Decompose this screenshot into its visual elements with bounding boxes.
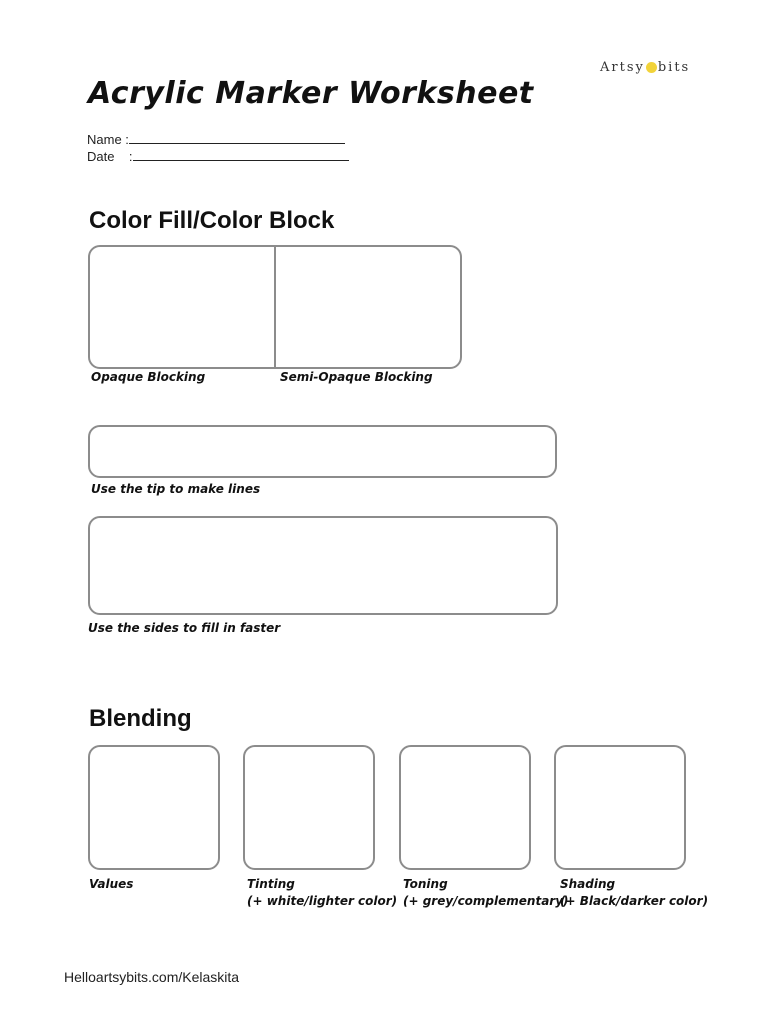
blending-heading: Blending: [89, 705, 192, 732]
tinting-label-title: Tinting: [247, 877, 295, 891]
shading-label-title: Shading: [560, 877, 616, 891]
tip-lines-label: Use the tip to make lines: [91, 482, 261, 496]
toning-label: [403, 876, 569, 910]
color-block-divider: [274, 246, 276, 368]
fill-practice-box: [88, 516, 558, 615]
tinting-label-note: (+ white/lighter color): [247, 894, 398, 908]
color-fill-heading: Color Fill/Color Block: [89, 207, 335, 234]
tinting-box: [243, 745, 375, 870]
date-line: [133, 148, 349, 161]
lines-practice-box: [88, 425, 557, 478]
date-field: [87, 148, 349, 164]
shading-label-note: (+ Black/darker color): [560, 894, 709, 908]
sides-fill-label: Use the sides to fill in faster: [88, 621, 281, 635]
brand-logo-dot-icon: [646, 62, 657, 73]
semi-opaque-blocking-label: Semi-Opaque Blocking: [280, 370, 433, 384]
values-box: [88, 745, 220, 870]
shading-box: [554, 745, 686, 870]
values-label: [89, 876, 133, 893]
tinting-label: [247, 876, 397, 910]
brand-logo-left: Artsy: [600, 60, 645, 75]
date-label: Date :: [87, 149, 133, 164]
name-field: [87, 131, 345, 147]
shading-label: [560, 876, 708, 910]
brand-logo-right: bits: [657, 60, 691, 75]
toning-box: [399, 745, 531, 870]
opaque-blocking-label: Opaque Blocking: [91, 370, 206, 384]
name-label: Name :: [87, 132, 129, 147]
page-title: Acrylic Marker Worksheet: [88, 76, 534, 111]
toning-label-title: Toning: [403, 877, 448, 891]
name-line: [129, 131, 345, 144]
brand-logo: [600, 60, 690, 75]
toning-label-note: (+ grey/complementary): [403, 894, 569, 908]
footer-url: Helloartsybits.com/Kelaskita: [64, 969, 240, 985]
values-label-title: Values: [89, 877, 134, 891]
